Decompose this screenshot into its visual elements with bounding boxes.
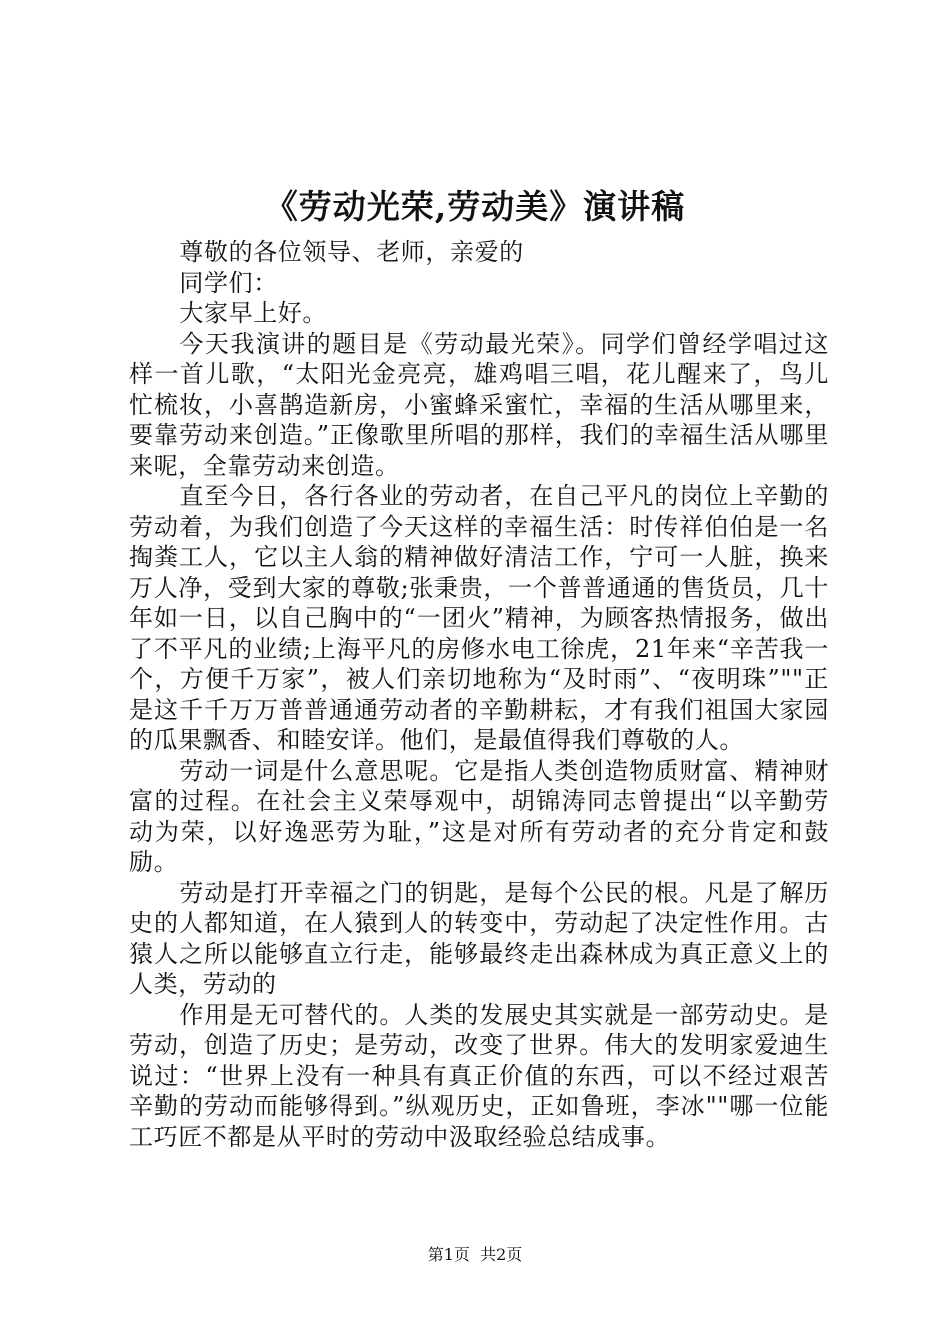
paragraph-history: 作用是无可替代的。人类的发展史其实就是一部劳动史。是劳动，创造了历史；是劳动，改变了世界。伟大的发明家爱迪生说过：“世界上没有一种具有真正价值的东西，可以不经过艰苦辛勤的劳动而能够得到。”纵观历史，正如鲁班，李冰""哪一位能工巧匠不都是从平时的劳动中汲取经验总结成事。: [129, 1000, 829, 1151]
paragraph-key-to-happiness: 劳动是打开幸福之门的钥匙，是每个公民的根。凡是了解历史的人都知道，在人猿到人的转变中，劳动起了决定性作用。古猿人之所以能够直立行走，能够最终走出森林成为真正意义上的人类，劳动的: [129, 878, 829, 998]
paragraph-good-morning: 大家早上好。: [179, 299, 327, 327]
page-footer: [0, 1244, 950, 1266]
document-title: 《劳动光荣,劳动美》演讲稿: [264, 187, 686, 226]
paragraph-workers: 直至今日，各行各业的劳动者，在自己平凡的岗位上辛勤的劳动着，为我们创造了今天这样的幸福生活：时传祥伯伯是一名掏粪工人，它以主人翁的精神做好清洁工作，宁可一人脏，换来万人净，受到大家的尊敬;张秉贵，一个普普通通的售货员，几十年如一日，以自己胸中的“一团火”精神，为顾客热情报务，做出了不平凡的业绩;上海平凡的房修水电工徐虎，21年来“辛苦我一个，方便千万家”，被人们亲切地称为“及时雨”、“夜明珠”""正是这千千万万普普通通劳动者的辛勤耕耘，才有我们祖国大家园的瓜果飘香、和睦安详。他们，是最值得我们尊敬的人。: [129, 482, 829, 754]
paragraph-meaning: 劳动一词是什么意思呢。它是指人类创造物质财富、精神财富的过程。在社会主义荣辱观中，胡锦涛同志曾提出“以辛勤劳动为荣，以好逸恶劳为耻，”这是对所有劳动者的充分肯定和鼓励。: [129, 756, 829, 876]
paragraph-greeting-cont: 同学们：: [179, 268, 278, 297]
paragraph-greeting: 尊敬的各位领导、老师，亲爱的: [179, 238, 524, 266]
page-number: 第1页 共2页: [427, 1245, 523, 1264]
paragraph-topic: 今天我演讲的题目是《劳动最光荣》。同学们曾经学唱过这样一首儿歌，“太阳光金亮亮，雄鸡唱三唱，花儿醒来了，鸟儿忙梳妆，小喜鹊造新房，小蜜蜂采蜜忙，幸福的生活从哪里来，要靠劳动来创造。”正像歌里所唱的那样，我们的幸福生活从哪里来呢，全靠劳动来创造。: [129, 329, 829, 480]
document-body: [129, 237, 829, 1152]
